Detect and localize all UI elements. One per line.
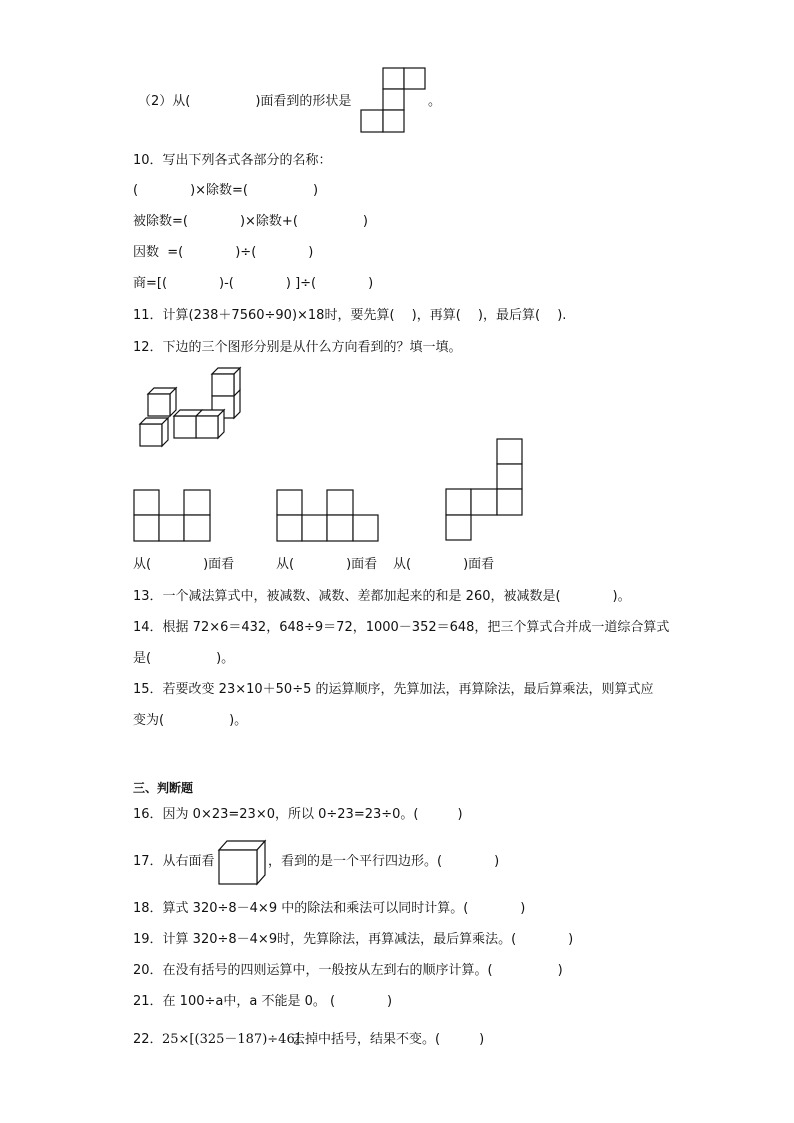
q12-view-1 <box>133 489 213 544</box>
q10-line2: 被除数=( )×除数+( ) <box>133 214 368 229</box>
q17-pre: 17．从右面看 <box>133 854 215 869</box>
q12-caption-3: 从( )面看 <box>393 557 495 572</box>
q17-post: ，看到的是一个平行四边形。( ) <box>268 854 500 869</box>
q22-post: 去掉中括号，结果不变。( ) <box>292 1032 485 1047</box>
q9-2-view-figure <box>360 67 430 137</box>
q17-cube-figure <box>217 838 269 888</box>
q12-title: 12．下边的三个图形分别是从什么方向看到的？填一填。 <box>133 340 462 355</box>
q15-line2: 变为( )。 <box>133 713 248 728</box>
q11-text: 11．计算(238＋7560÷90)×18时，要先算( )，再算( )，最后算( ). <box>133 308 567 323</box>
q14-line1: 14．根据 72×6＝432，648÷9＝72，1000－352＝648，把三个算式合并成一道综合算式 <box>133 620 670 635</box>
q10-line4: 商=[( )-( ) ]÷( ) <box>133 276 374 291</box>
q15-line1: 15．若要改变 23×10＋50÷5 的运算顺序，先算加法，再算除法，最后算乘法，则算式应 <box>133 682 654 697</box>
q10-line3: 因数 =( )÷( ) <box>133 245 314 260</box>
section-3-heading: 三、判断题 <box>133 781 194 795</box>
q12-caption-1: 从( )面看 <box>133 557 235 572</box>
q20-text: 20．在没有括号的四则运算中，一般按从左到右的顺序计算。( ) <box>133 963 563 978</box>
q12-cube-arrangement <box>138 366 258 456</box>
q10-title: 10．写出下列各式各部分的名称： <box>133 153 332 168</box>
q9-2-tail: 。 <box>428 94 442 109</box>
q9-2-text: （2）从( )面看到的形状是 <box>138 94 352 109</box>
q19-text: 19．计算 320÷8－4×9时，先算除法，再算减法，最后算乘法。( ) <box>133 932 574 947</box>
q12-view-2 <box>276 489 381 544</box>
q18-text: 18．算式 320÷8－4×9 中的除法和乘法可以同时计算。( ) <box>133 901 526 916</box>
q22-pre: 22． <box>133 1032 163 1047</box>
q13-text: 13．一个减法算式中，被减数、减数、差都加起来的和是 260，被减数是( )。 <box>133 589 631 604</box>
q22-expression: 25×[(325－187)÷46] <box>162 1032 300 1047</box>
q12-caption-2: 从( )面看 <box>276 557 378 572</box>
q14-line2: 是( )。 <box>133 651 235 666</box>
q10-line1: ( )×除数=( ) <box>133 183 319 198</box>
q21-text: 21．在 100÷a中，a 不能是 0。 ( ) <box>133 994 393 1009</box>
q16-text: 16．因为 0×23=23×0，所以 0÷23=23÷0。( ) <box>133 807 463 822</box>
q12-view-3 <box>445 438 525 543</box>
